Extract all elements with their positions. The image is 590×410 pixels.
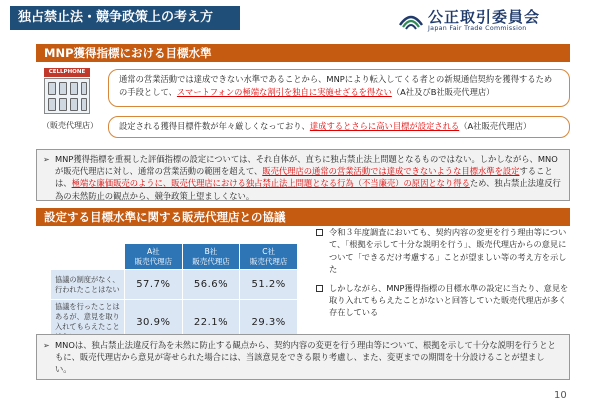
row-label: 協議を行ったことはあるが、意見を取り入れてもらえたこと	[51, 300, 125, 345]
page-title: 独占禁止法・競争政策上の考え方	[10, 6, 240, 30]
cell-value: 57.7%	[125, 270, 183, 300]
comment-source: （A社販売代理店）	[459, 121, 532, 131]
cellphone-shop-sign: CELLPHONE	[44, 68, 90, 77]
col-header-a: A社 販売代理店	[125, 244, 183, 270]
note-text: することは、	[55, 166, 553, 189]
page-number: 10	[554, 390, 567, 401]
row-label: 協議の制度がなく、行われたことはない	[51, 270, 125, 300]
logo-japanese-text: 公正取引委員会	[428, 8, 541, 26]
cell-value: 30.9%	[125, 300, 183, 345]
logo-english-text: Japan Fair Trade Commission	[428, 25, 527, 32]
col-header-b: B社 販売代理店	[182, 244, 240, 270]
cell-value: 51.2%	[240, 270, 298, 300]
list-item	[316, 282, 570, 319]
comment-text: 設定される獲得目標件数が年々厳しくなっており、	[119, 121, 310, 131]
dealer-comment-box-2	[108, 116, 570, 138]
comment-highlight: 達成するとさらに高い目標が設定される	[309, 121, 460, 131]
page-header	[0, 0, 590, 40]
table-row	[51, 270, 298, 300]
square-bullet-icon	[316, 285, 323, 292]
comment-source: （A社及びB社販売代理店）	[391, 87, 495, 97]
list-item-text: しかしながら、MNP獲得指標の目標水準の設定に当たり、意見を取り入れてもらえたことがないと回答していた販売代理店が多く存在している	[329, 282, 569, 318]
col-header-c: C社 販売代理店	[240, 244, 298, 270]
arrow-bullet-icon: ➢	[43, 341, 50, 350]
illustration-caption: （販売代理店）	[42, 121, 98, 130]
shop-illustration	[40, 68, 106, 134]
comment-text: 通常の営業活動では達成できない水準であることから、MNPにより転入してくる者との新規通信契約を獲得するための手段として、	[119, 74, 553, 97]
note-highlight: 極端な廉価販売のように、販売代理店における独占禁止法上問題となる行為（不当廉売）の原因となり得る	[71, 178, 470, 189]
section-title-mnp-target: MNP獲得指標における目標水準	[36, 44, 570, 62]
section-title-consultation: 設定する目標水準に関する販売代理店との協議	[36, 208, 570, 226]
jftc-emblem-icon	[398, 7, 424, 31]
table-corner	[51, 244, 125, 270]
square-bullet-icon	[316, 229, 323, 236]
comment-highlight: スマートフォンの極端な割引を独自に実施せざるを得ない	[176, 87, 392, 97]
arrow-bullet-icon: ➢	[43, 155, 50, 164]
note-text: ため、独占禁止法違反行為の未然防止の観点から、競争政策上望ましくない。	[55, 178, 561, 201]
policy-note-box	[36, 149, 570, 201]
cell-value: 29.3%	[240, 300, 298, 345]
list-item	[316, 226, 570, 276]
note-highlight: 販売代理店の通常の営業活動では達成できないような目標水準を設定	[262, 166, 520, 177]
dealer-comment-box-1	[108, 69, 570, 107]
list-item-text: 令和３年度調査においても、契約内容の変更を行う理由等について、「根拠を示して十分な説明を行う」、販売代理店からの意見について「できるだけ考慮する」ことが望ましい等の考え方を示した	[329, 227, 567, 275]
survey-table	[50, 243, 298, 345]
jftc-logo	[398, 6, 578, 36]
findings-list	[316, 226, 570, 325]
cell-value: 22.1%	[182, 300, 240, 345]
cell-value: 56.6%	[182, 270, 240, 300]
phone-shelf-icon	[44, 78, 90, 114]
conclusion-box	[36, 334, 570, 380]
conclusion-text: MNOは、独占禁止法違反行為を未然に防止する観点から、契約内容の変更を行う理由等について、根拠を示して十分な説明を行うとともに、販売代理店から意見が寄せられた場合には、当該意見をできる限り考慮し、また、変更までの期間を十分設けることが望ましい。	[55, 340, 556, 375]
note-text: MNP獲得指標を重視した評価指標の設定については、それ自体が、直ちに独占禁止法上問題となるものではない。しかしながら、MNOが販売代理店に対し、通常の営業活動の範囲を超えて、	[55, 154, 558, 177]
